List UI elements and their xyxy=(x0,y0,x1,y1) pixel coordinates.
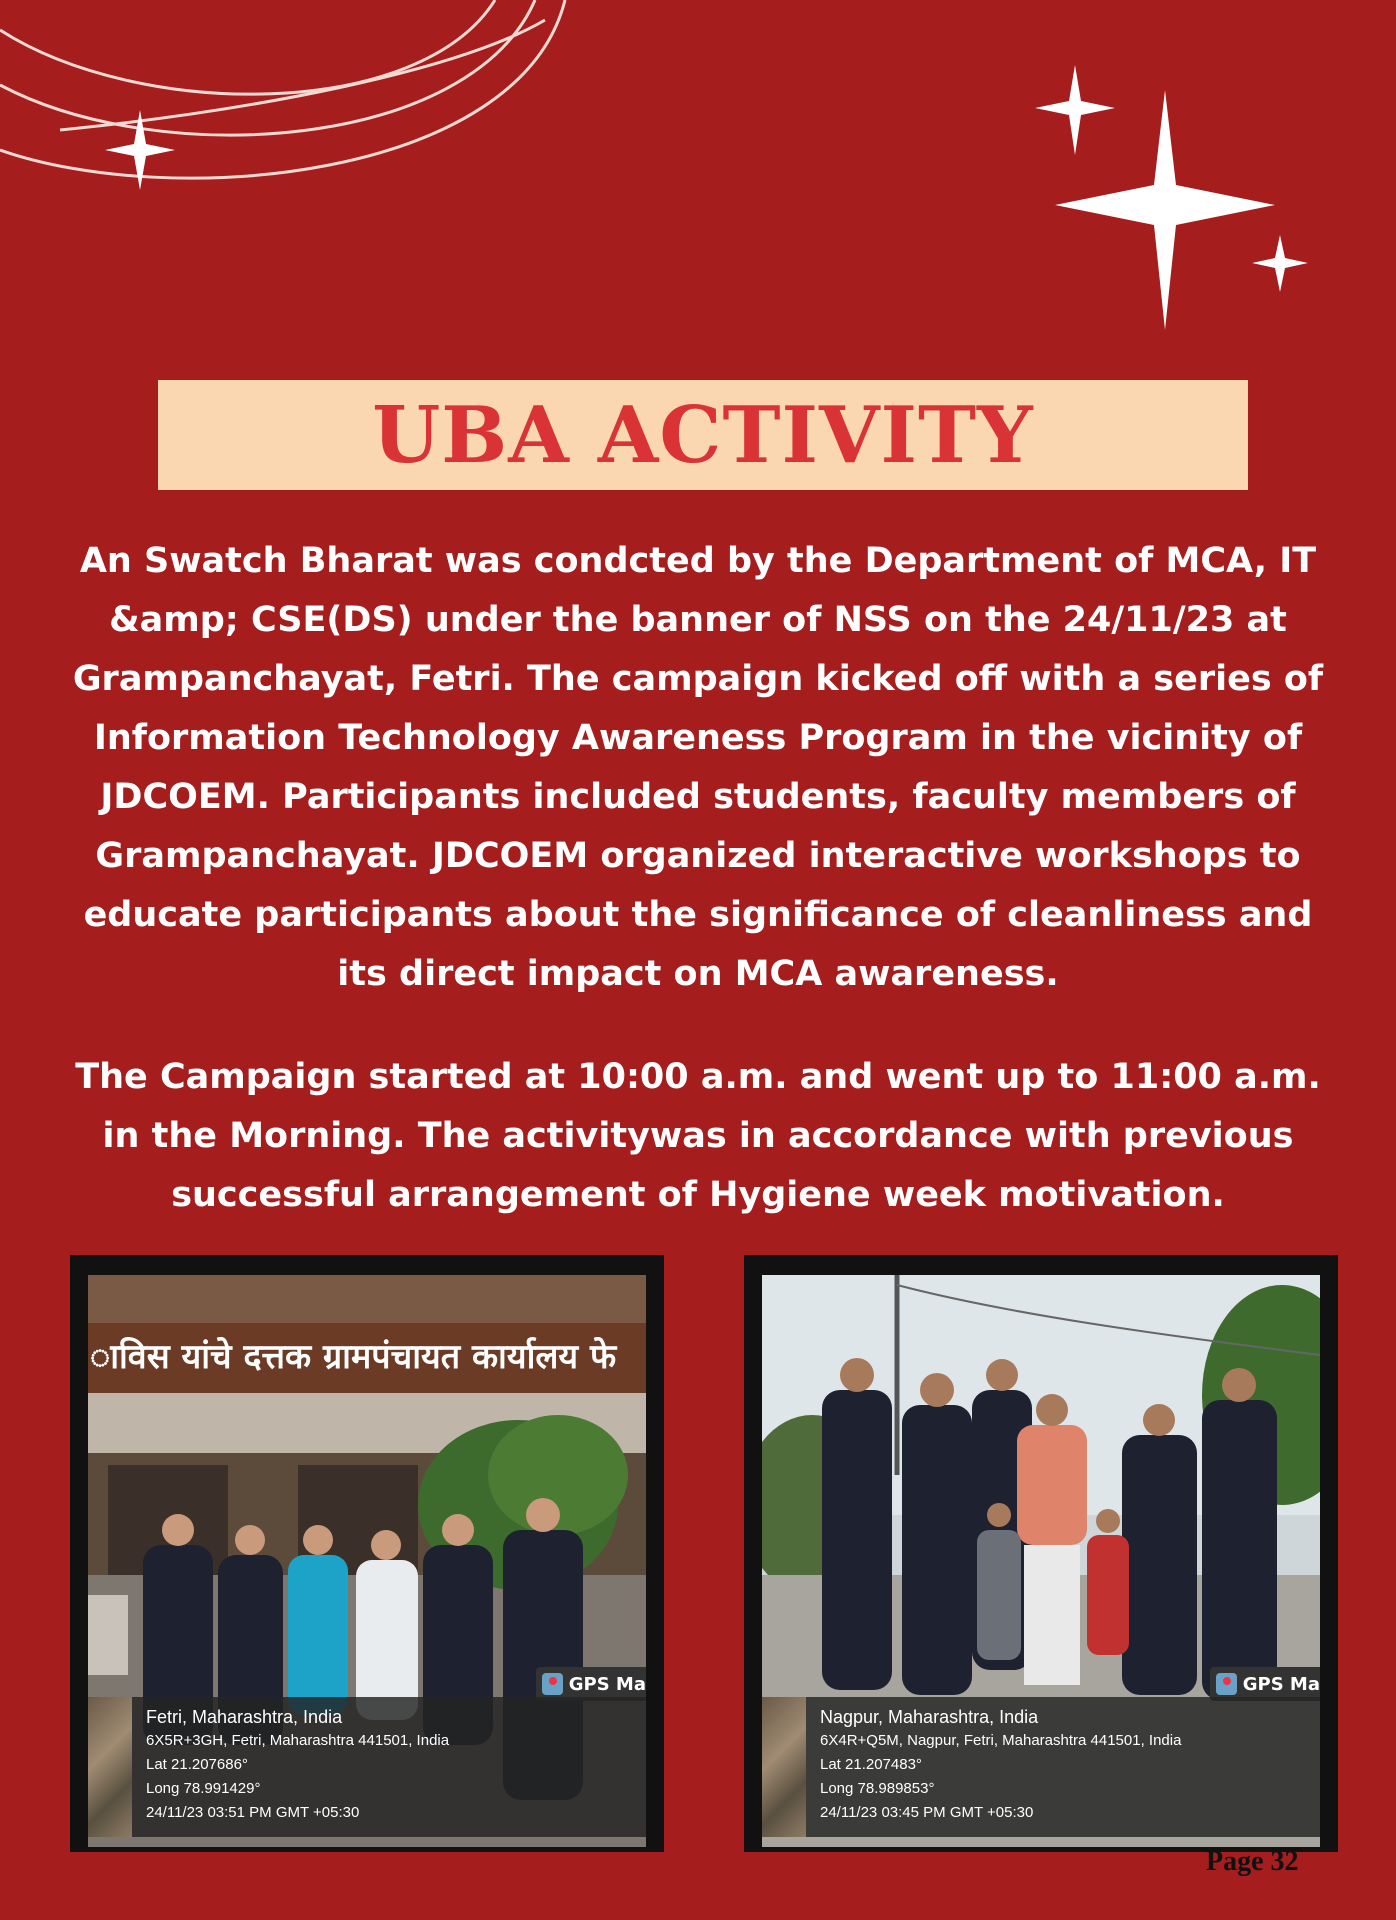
gps-latitude: Lat 21.207483° xyxy=(820,1756,922,1773)
gps-badge xyxy=(536,1667,646,1701)
gps-timestamp: 24/11/23 03:51 PM GMT +05:30 xyxy=(146,1804,360,1821)
gps-badge-label: GPS Ma xyxy=(1242,1673,1320,1695)
gps-location: Nagpur, Maharashtra, India xyxy=(820,1707,1039,1727)
gps-info-panel xyxy=(88,1697,646,1837)
gps-map-thumbnail xyxy=(88,1697,132,1837)
gps-map-camera-logo xyxy=(1216,1673,1237,1695)
gps-address: 6X4R+Q5M, Nagpur, Fetri, Maharashtra 441501, India xyxy=(820,1732,1182,1749)
description-paragraph: An Swatch Bharat was condcted by the Department of MCA, IT &amp; CSE(DS) under the banner of NSS on the 24/11/23 at Grampanchayat, Fetri. The campaign kicked off with a series of Information Technology Awareness Program in the vicinity of JDCOEM. Participants included students, faculty members of Grampanchayat. JDCOEM organized interactive workshops to educate participants about the significance of cleanliness and its direct impact on MCA awareness. xyxy=(72,541,1324,994)
photo-frame-fetri xyxy=(70,1255,664,1852)
campaign-time-paragraph: The Campaign started at 10:00 a.m. and went up to 11:00 a.m. in the Morning. The activitywas in accordance with previous successful arrangement of Hygiene week motivation. xyxy=(75,1057,1321,1215)
group-photo-grampanchayat xyxy=(88,1275,646,1847)
decorative-swirls-and-sparkles xyxy=(0,0,1396,360)
gps-address: 6X5R+3GH, Fetri, Maharashtra 441501, India xyxy=(146,1732,450,1749)
gps-longitude: Long 78.991429° xyxy=(146,1780,261,1797)
page-title: UBA ACTIVITY xyxy=(372,389,1034,481)
gps-map-camera-logo xyxy=(542,1673,563,1695)
photo-frame-nagpur xyxy=(744,1255,1338,1852)
office-signboard-text: ाविस यांचे दत्तक ग्रामपंचायत कार्यालय फे xyxy=(90,1337,617,1377)
gps-info-panel xyxy=(762,1697,1320,1837)
title-banner xyxy=(158,380,1248,490)
page-number: Page 32 xyxy=(1206,1846,1299,1877)
sparkle-icon xyxy=(105,65,1308,330)
gps-longitude: Long 78.989853° xyxy=(820,1780,935,1797)
gps-badge-label: GPS Ma xyxy=(568,1673,646,1695)
gps-badge xyxy=(1210,1667,1320,1701)
group-photo-village-road xyxy=(762,1275,1320,1847)
gps-map-thumbnail xyxy=(762,1697,806,1837)
gps-latitude: Lat 21.207686° xyxy=(146,1756,248,1773)
gps-location: Fetri, Maharashtra, India xyxy=(146,1707,343,1727)
gps-timestamp: 24/11/23 03:45 PM GMT +05:30 xyxy=(820,1804,1034,1821)
